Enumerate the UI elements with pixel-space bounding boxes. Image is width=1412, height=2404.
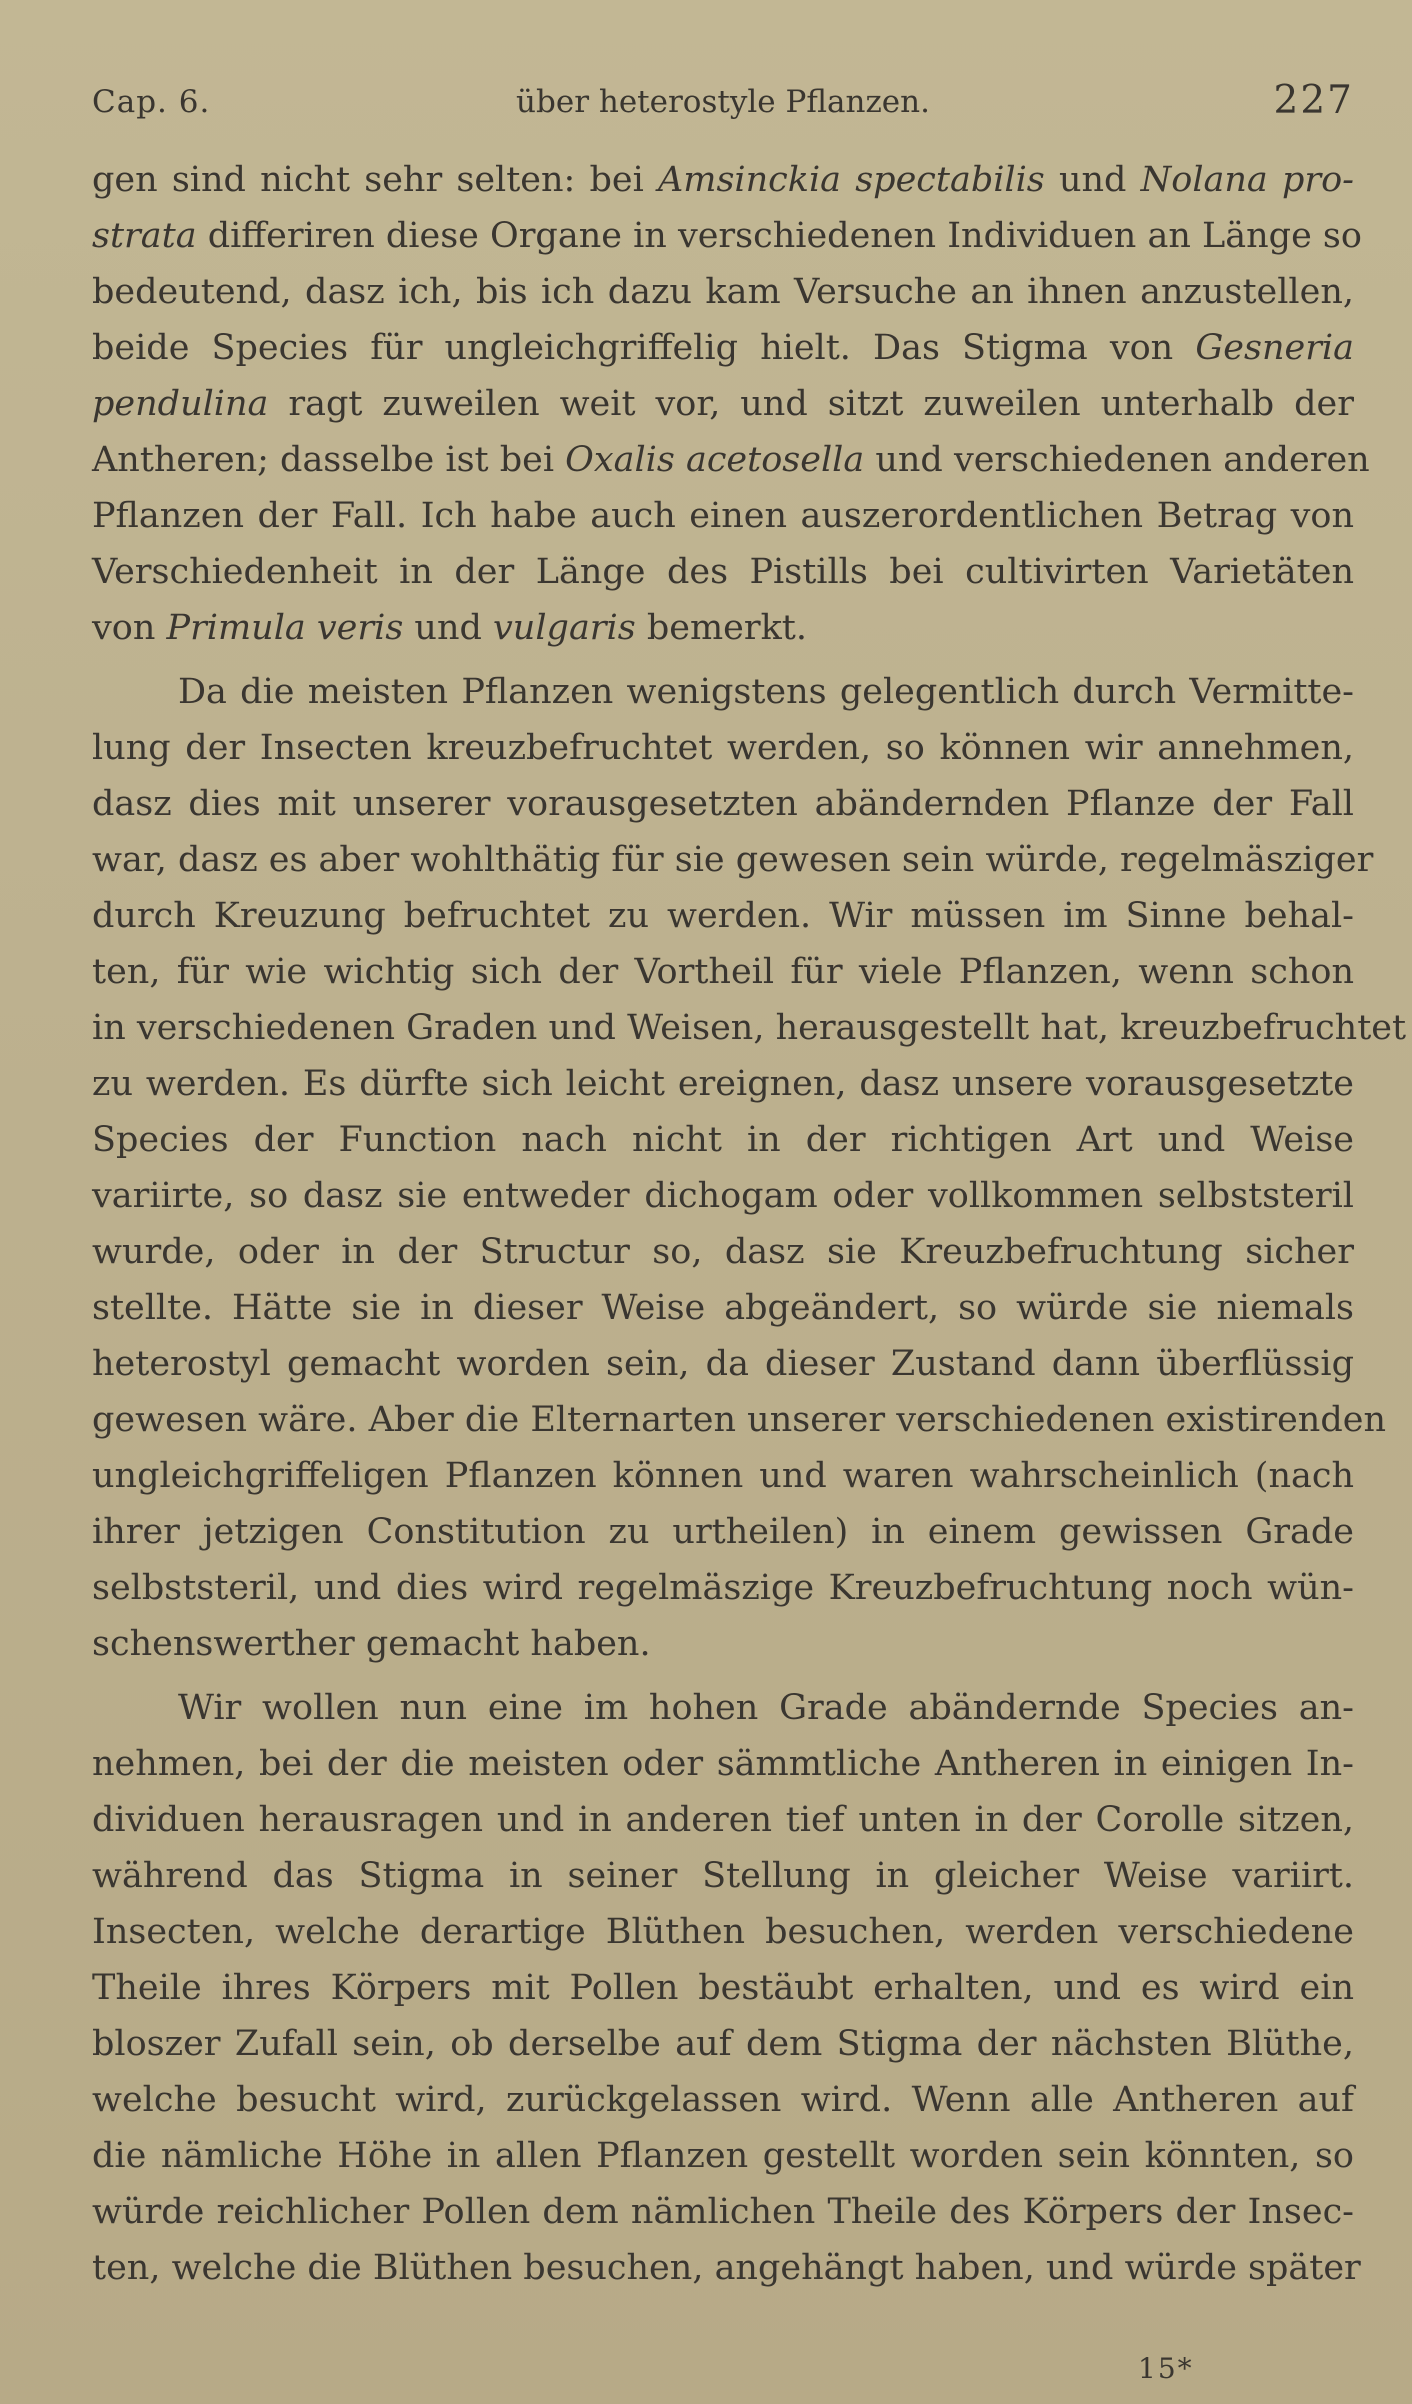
text-run: war, dasz es aber wohlthätig für sie gewesen sein würde, regelmäsziger bbox=[92, 840, 1374, 880]
text-run: würde reichlicher Pollen dem nämlichen Theile des Körpers der Insec- bbox=[92, 2192, 1354, 2232]
text-line bbox=[92, 376, 1354, 432]
text-line bbox=[92, 2184, 1354, 2240]
text-line bbox=[92, 2128, 1354, 2184]
text-line bbox=[92, 264, 1354, 320]
text-run: Verschiedenheit in der Länge des Pistills bei cultivirten Varietäten bbox=[92, 552, 1354, 592]
text-run: Species der Function nach nicht in der richtigen Art und Weise bbox=[92, 1120, 1354, 1160]
italic-term: strata bbox=[92, 216, 197, 256]
italic-term: pendulina bbox=[92, 384, 269, 424]
text-line bbox=[92, 1960, 1354, 2016]
page-number: 227 bbox=[1273, 78, 1354, 123]
text-run: gen sind nicht sehr selten: bei bbox=[92, 160, 658, 200]
text-run: und bbox=[1044, 160, 1141, 200]
text-run: ihrer jetzigen Constitution zu urtheilen) in einem gewissen Grade bbox=[92, 1512, 1354, 1552]
italic-term: Primula veris bbox=[166, 608, 404, 648]
text-line bbox=[92, 1224, 1354, 1280]
text-run: und verschiedenen anderen bbox=[864, 440, 1370, 480]
text-line bbox=[92, 832, 1374, 888]
text-line bbox=[92, 1336, 1354, 1392]
paragraph bbox=[92, 152, 1370, 656]
text-line bbox=[92, 1000, 1407, 1056]
running-head bbox=[92, 78, 1354, 128]
text-line bbox=[92, 1504, 1354, 1560]
text-line bbox=[92, 888, 1354, 944]
text-line bbox=[92, 1448, 1354, 1504]
text-run: nehmen, bei der die meisten oder sämmtliche Antheren in einigen In- bbox=[92, 1744, 1354, 1784]
body-text bbox=[92, 152, 1407, 2296]
text-line bbox=[92, 208, 1362, 264]
text-run: bloszer Zufall sein, ob derselbe auf dem Stigma der nächsten Blüthe, bbox=[92, 2024, 1354, 2064]
text-run: Wir wollen nun eine im hohen Grade abändernde Species an- bbox=[178, 1688, 1354, 1728]
text-run: schenswerther gemacht haben. bbox=[92, 1624, 651, 1664]
text-run: selbststeril, und dies wird regelmäszige Kreuzbefruchtung noch wün- bbox=[92, 1568, 1354, 1608]
text-line bbox=[92, 2240, 1361, 2296]
text-line bbox=[92, 1112, 1354, 1168]
chapter-label: Cap. 6. bbox=[92, 84, 211, 120]
text-line bbox=[92, 2072, 1354, 2128]
signature-mark: 15* bbox=[1138, 2352, 1194, 2385]
text-run: stellte. Hätte sie in dieser Weise abgeändert, so würde sie niemals bbox=[92, 1288, 1354, 1328]
italic-term: Nolana pro- bbox=[1140, 160, 1354, 200]
text-run: Da die meisten Pflanzen wenigstens gelegentlich durch Vermitte- bbox=[178, 672, 1354, 712]
paragraph-gap bbox=[92, 656, 1354, 664]
text-line bbox=[92, 152, 1354, 208]
text-line bbox=[92, 1680, 1354, 1736]
text-run: in verschiedenen Graden und Weisen, herausgestellt hat, kreuzbefruchtet bbox=[92, 1008, 1407, 1048]
text-line bbox=[92, 664, 1354, 720]
text-run: ten, für wie wichtig sich der Vortheil für viele Pflanzen, wenn schon bbox=[92, 952, 1354, 992]
text-line bbox=[92, 776, 1354, 832]
text-run: die nämliche Höhe in allen Pflanzen gestellt worden sein könnten, so bbox=[92, 2136, 1354, 2176]
text-line bbox=[92, 488, 1354, 544]
text-line bbox=[92, 1736, 1354, 1792]
text-line bbox=[92, 1392, 1387, 1448]
italic-term: Gesneria bbox=[1195, 328, 1354, 368]
paragraph bbox=[92, 664, 1407, 1672]
text-run: bemerkt. bbox=[635, 608, 807, 648]
text-run: dividuen herausragen und in anderen tief unten in der Corolle sitzen, bbox=[92, 1800, 1354, 1840]
text-run: während das Stigma in seiner Stellung in gleicher Weise variirt. bbox=[92, 1856, 1354, 1896]
text-run: und bbox=[403, 608, 494, 648]
text-run: gewesen wäre. Aber die Elternarten unserer verschiedenen existirenden bbox=[92, 1400, 1387, 1440]
text-line bbox=[92, 720, 1354, 776]
text-run: durch Kreuzung befruchtet zu werden. Wir müssen im Sinne behal- bbox=[92, 896, 1354, 936]
text-line bbox=[92, 944, 1354, 1000]
text-run: wurde, oder in der Structur so, dasz sie Kreuzbefruchtung sicher bbox=[92, 1232, 1354, 1272]
text-line bbox=[92, 1280, 1354, 1336]
text-run: differiren diese Organe in verschiedenen Individuen an Länge so bbox=[196, 216, 1362, 256]
text-line bbox=[92, 432, 1370, 488]
paragraph-gap bbox=[92, 1672, 1354, 1680]
italic-term: Oxalis acetosella bbox=[565, 440, 865, 480]
text-run: dasz dies mit unserer vorausgesetzten abändernden Pflanze der Fall bbox=[92, 784, 1354, 824]
text-run: beide Species für ungleichgriffelig hielt. Das Stigma von bbox=[92, 328, 1196, 368]
text-run: zu werden. Es dürfte sich leicht ereignen, dasz unsere vorausgesetzte bbox=[92, 1064, 1354, 1104]
text-run: bedeutend, dasz ich, bis ich dazu kam Versuche an ihnen anzustellen, bbox=[92, 272, 1354, 312]
text-line bbox=[92, 1616, 1354, 1672]
text-run: heterostyl gemacht worden sein, da dieser Zustand dann überflüssig bbox=[92, 1344, 1354, 1384]
text-line bbox=[92, 1560, 1354, 1616]
running-title: über heterostyle Pflanzen. bbox=[516, 84, 930, 120]
italic-term: vulgaris bbox=[493, 608, 636, 648]
text-line bbox=[92, 1168, 1354, 1224]
text-line bbox=[92, 1792, 1354, 1848]
text-run: Insecten, welche derartige Blüthen besuchen, werden verschiedene bbox=[92, 1912, 1354, 1952]
text-run: Pflanzen der Fall. Ich habe auch einen auszerordentlichen Betrag von bbox=[92, 496, 1354, 536]
text-line bbox=[92, 600, 1354, 656]
text-line bbox=[92, 1056, 1354, 1112]
text-run: lung der Insecten kreuzbefruchtet werden, so können wir annehmen, bbox=[92, 728, 1354, 768]
text-run: welche besucht wird, zurückgelassen wird. Wenn alle Antheren auf bbox=[92, 2080, 1354, 2120]
text-run: Antheren; dasselbe ist bei bbox=[92, 440, 566, 480]
text-run: von bbox=[92, 608, 167, 648]
paragraph bbox=[92, 1680, 1361, 2296]
text-line bbox=[92, 1848, 1354, 1904]
text-line bbox=[92, 1904, 1354, 1960]
text-line bbox=[92, 320, 1354, 376]
text-run: Theile ihres Körpers mit Pollen bestäubt erhalten, und es wird ein bbox=[92, 1968, 1354, 2008]
text-run: ten, welche die Blüthen besuchen, angehängt haben, und würde später bbox=[92, 2248, 1361, 2288]
text-line bbox=[92, 2016, 1354, 2072]
text-run: variirte, so dasz sie entweder dichogam oder vollkommen selbststeril bbox=[92, 1176, 1354, 1216]
text-run: ungleichgriffeligen Pflanzen können und waren wahrscheinlich (nach bbox=[92, 1456, 1354, 1496]
italic-term: Amsinckia spectabilis bbox=[658, 160, 1045, 200]
text-line bbox=[92, 544, 1354, 600]
text-run: ragt zuweilen weit vor, und sitzt zuweilen unterhalb der bbox=[268, 384, 1354, 424]
